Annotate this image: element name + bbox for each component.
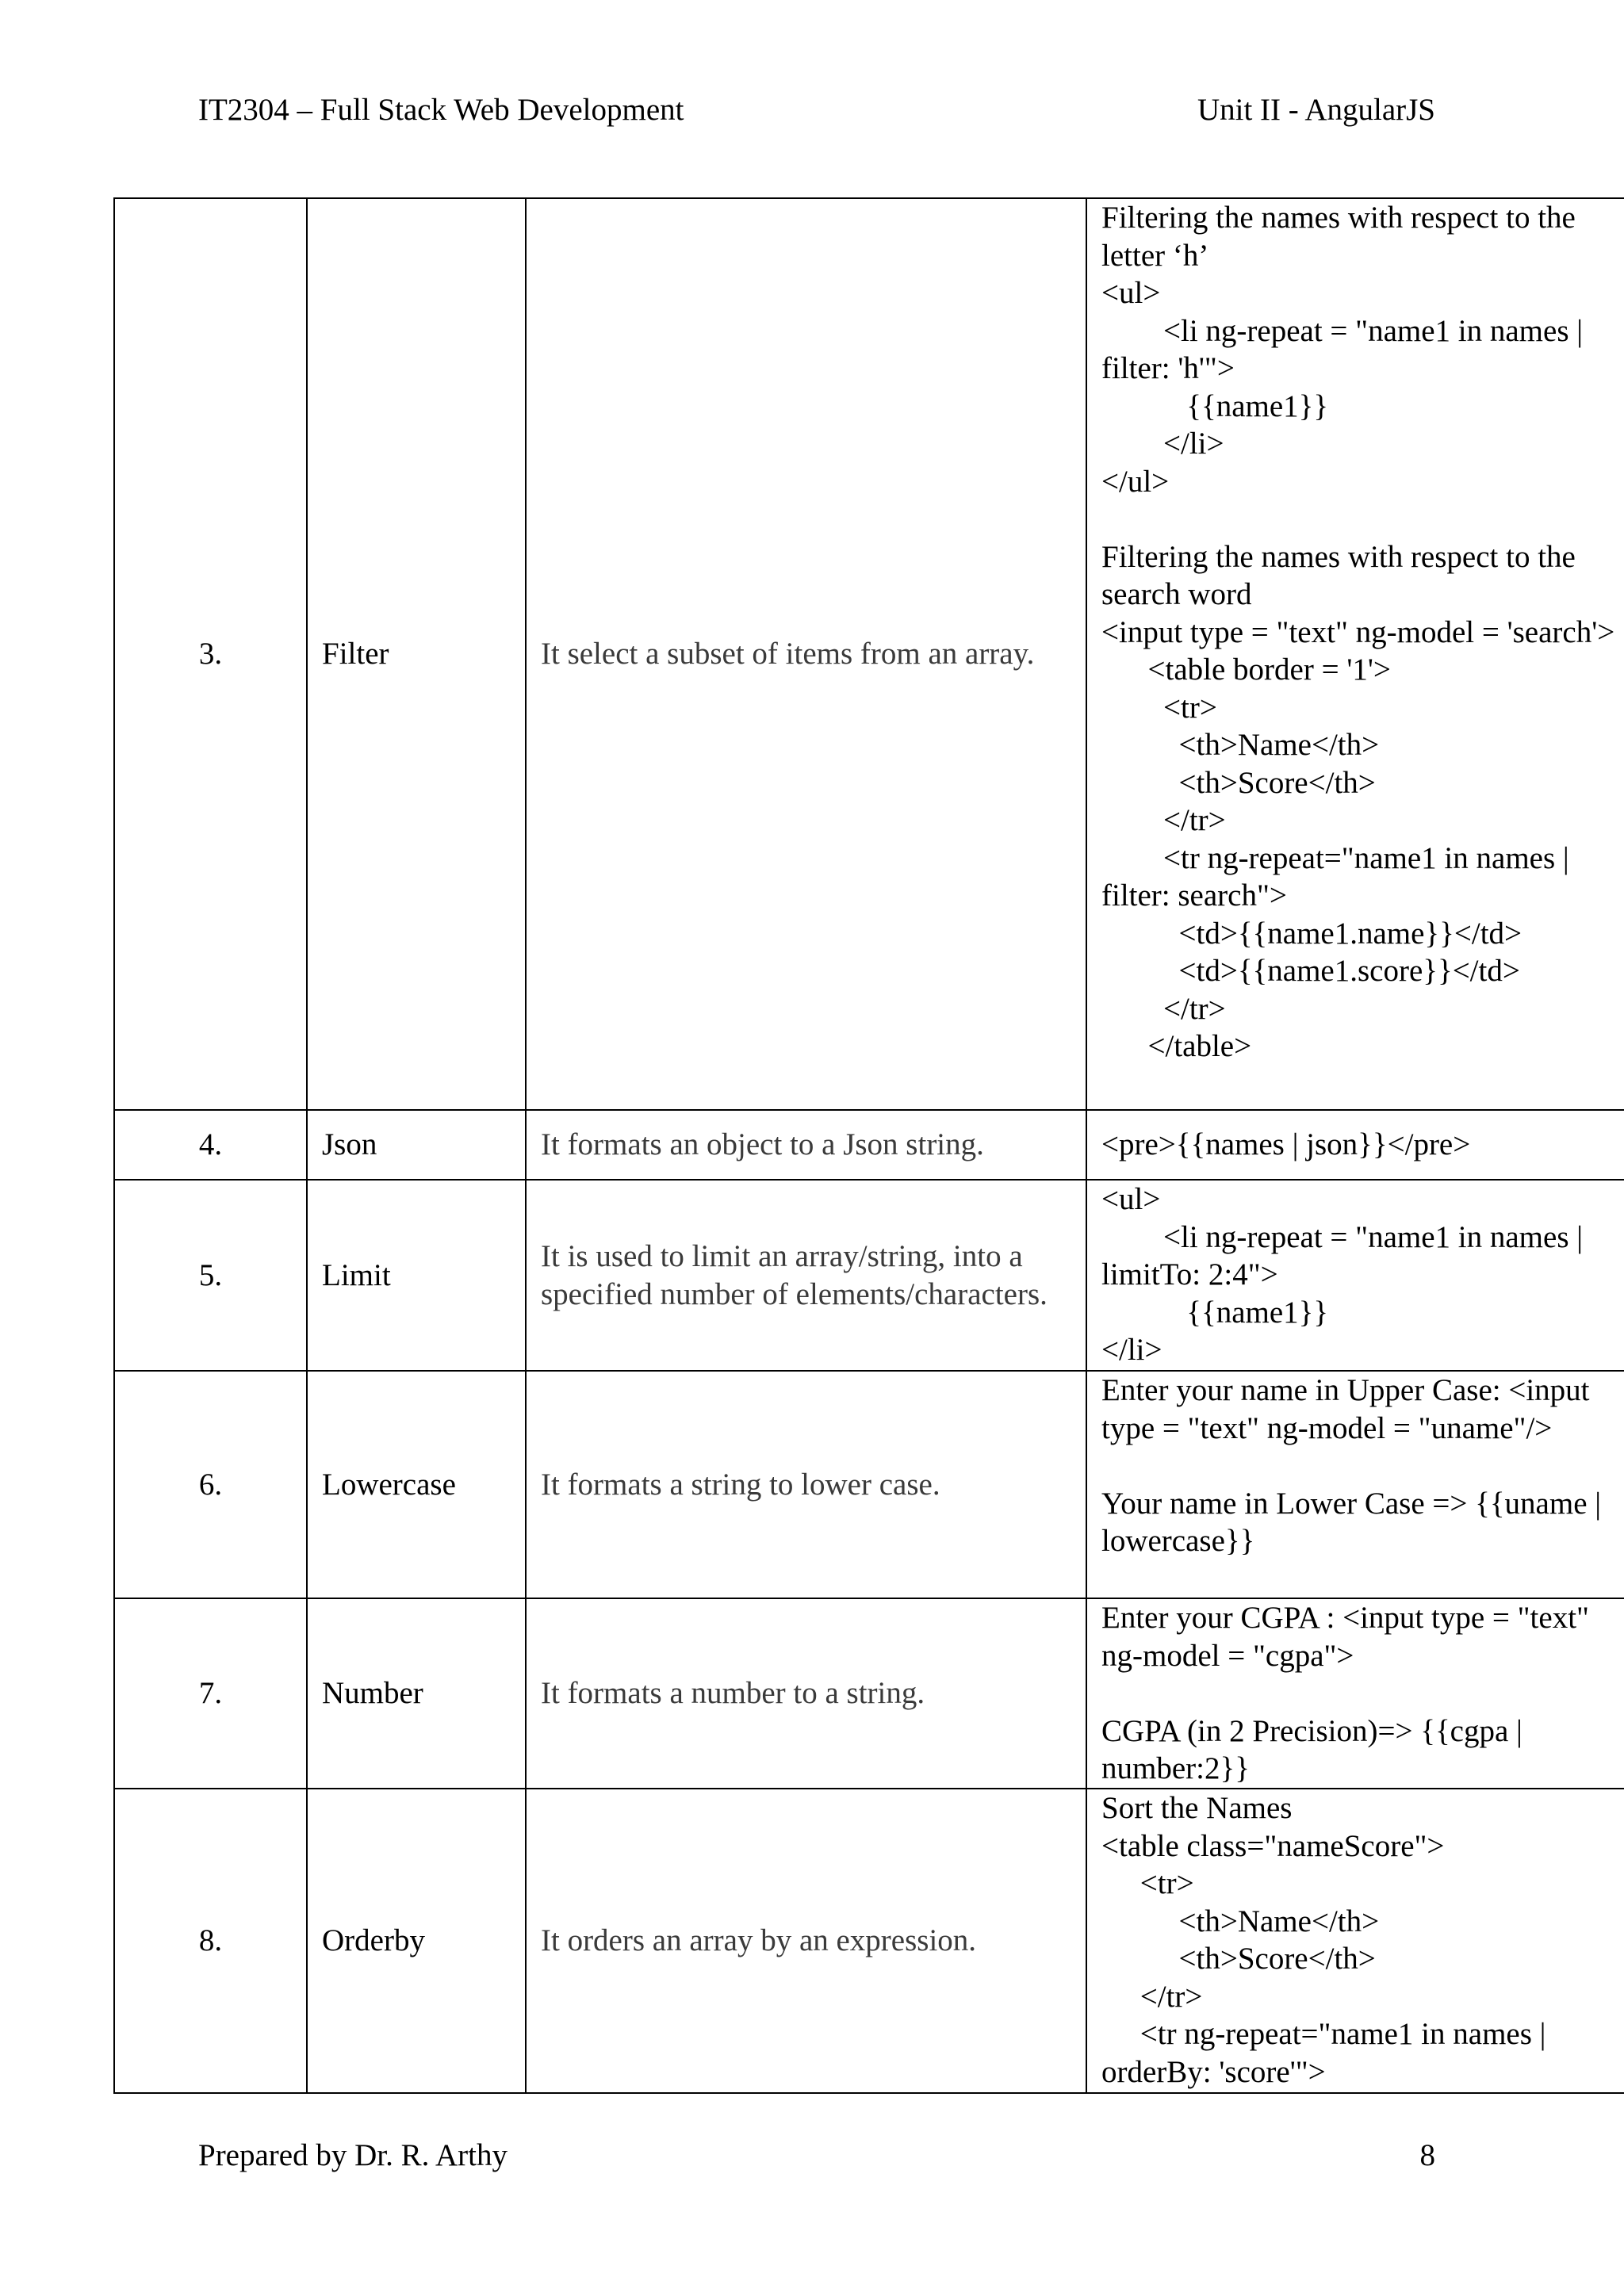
filter-example bbox=[1086, 1371, 1624, 1598]
table-row bbox=[114, 1371, 1624, 1598]
filter-description: It orders an array by an expression. bbox=[526, 1789, 1086, 2093]
filter-example bbox=[1086, 1598, 1624, 1789]
filter-example bbox=[1086, 1180, 1624, 1371]
filter-example bbox=[1086, 198, 1624, 1110]
table-row bbox=[114, 1598, 1624, 1789]
filter-name: Filter bbox=[307, 198, 526, 1110]
example-code: Sort the Names <table class="nameScore"> <tr> <th>Name</th> <th>Score</th> </tr> <tr ng-repeat="name1 in names | orderBy: 'score'"> bbox=[1101, 1791, 1546, 2089]
filter-name: Orderby bbox=[307, 1789, 526, 2093]
table-row bbox=[114, 1180, 1624, 1371]
course-title: IT2304 – Full Stack Web Development bbox=[198, 93, 684, 127]
filter-name: Limit bbox=[307, 1180, 526, 1371]
filter-name: Number bbox=[307, 1598, 526, 1789]
author-credit: Prepared by Dr. R. Arthy bbox=[198, 2138, 508, 2172]
filter-description: It select a subset of items from an array. bbox=[526, 198, 1086, 1110]
row-number: 6. bbox=[114, 1371, 307, 1598]
filter-example bbox=[1086, 1110, 1624, 1180]
row-number: 7. bbox=[114, 1598, 307, 1789]
table-row bbox=[114, 198, 1624, 1110]
table-row bbox=[114, 1789, 1624, 2093]
filter-description: It formats an object to a Json string. bbox=[526, 1110, 1086, 1180]
page-footer bbox=[198, 2137, 1435, 2185]
filter-description: It formats a number to a string. bbox=[526, 1598, 1086, 1789]
page-header bbox=[198, 92, 1435, 140]
filter-name: Lowercase bbox=[307, 1371, 526, 1598]
example-code: <ul> <li ng-repeat = "name1 in names | limitTo: 2:4"> {{name1}} </li> bbox=[1101, 1182, 1584, 1367]
filter-description: It is used to limit an array/string, into a specified number of elements/characters. bbox=[526, 1180, 1086, 1371]
table-row bbox=[114, 1110, 1624, 1180]
filter-example bbox=[1086, 1789, 1624, 2093]
example-code: Enter your CGPA : <input type = "text" ng-model = "cgpa"> CGPA (in 2 Precision)=> {{cgpa | number:2}} bbox=[1101, 1601, 1589, 1785]
example-code: <pre>{{names | json}}</pre> bbox=[1101, 1127, 1471, 1162]
example-code: Enter your name in Upper Case: <input type = "text" ng-model = "uname"/> Your name in Lower Case => {{uname | lowercase}} bbox=[1101, 1373, 1602, 1558]
filters-table bbox=[113, 197, 1624, 2094]
filter-description: It formats a string to lower case. bbox=[526, 1371, 1086, 1598]
row-number: 5. bbox=[114, 1180, 307, 1371]
page-number: 8 bbox=[1419, 2138, 1435, 2172]
unit-title: Unit II - AngularJS bbox=[1197, 93, 1435, 127]
row-number: 3. bbox=[114, 198, 307, 1110]
row-number: 8. bbox=[114, 1789, 307, 2093]
filter-name: Json bbox=[307, 1110, 526, 1180]
example-code: Filtering the names with respect to the letter ‘h’ <ul> <li ng-repeat = "name1 in names | filter: 'h'"> {{name1}} </li> </ul> Filtering the names with respect to the search word <input type = "text" ng-model = 'search'> <table border = '1'> <tr> <th>Name</th> <th>Score</th> </tr> <tr ng-repeat="name1 in names | filter: search"> <td>{{name1.name}}</td> <td>{{name1.score}}</td> </tr> </table> bbox=[1101, 201, 1615, 1063]
row-number: 4. bbox=[114, 1110, 307, 1180]
